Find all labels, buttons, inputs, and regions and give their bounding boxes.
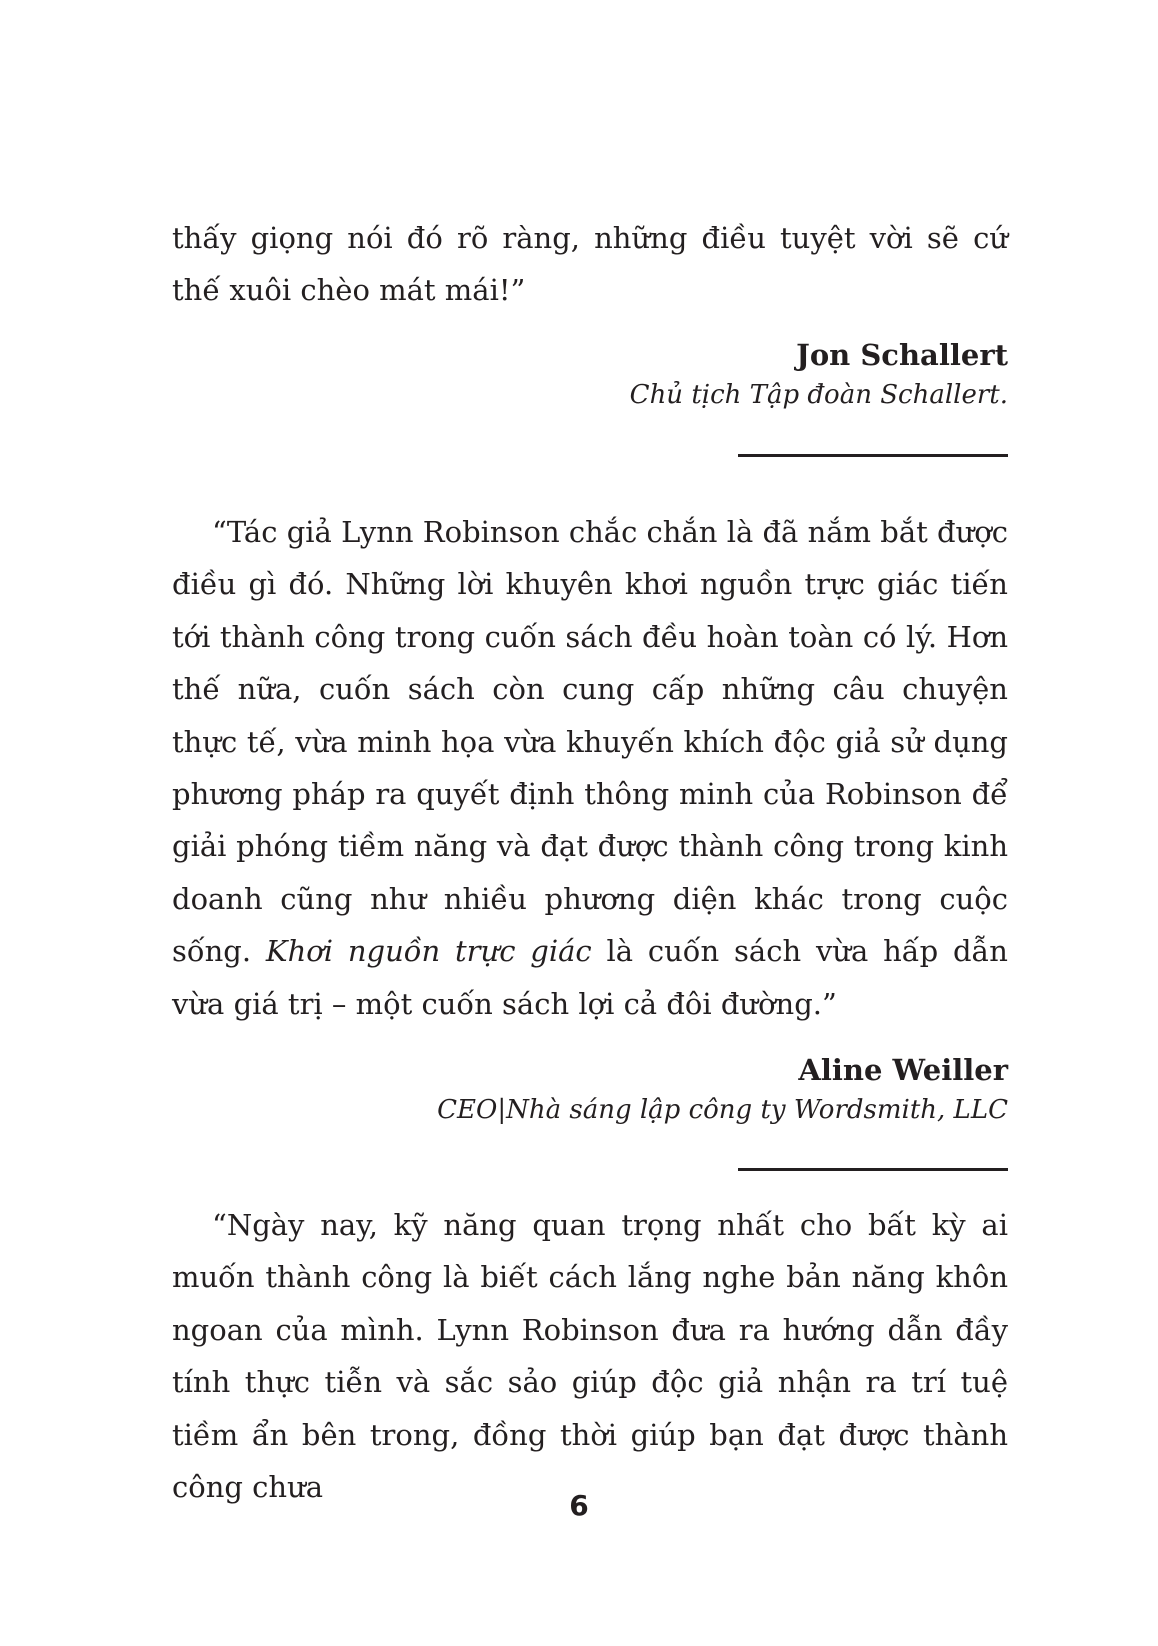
page-number: 6 [569,1489,589,1522]
quote-aline-weiller [172,506,1008,1130]
book-title: Khơi nguồn trực giác [265,934,592,969]
quote-text: thấy giọng nói đó rõ ràng, những điều tuyệt vời sẽ cứ thế xuôi chèo mát mái!” [172,221,1008,308]
quote-jon-schallert [172,212,1008,415]
quote-author: Jon Schallert [796,337,1008,372]
quote-text [172,506,1008,1030]
quote-text: “Ngày nay, kỹ năng quan trọng nhất cho bất kỳ ai muốn thành công là biết cách lắng nghe bản năng khôn ngoan của mình. Lynn Robinson đưa ra hướng dẫn đầy tính thực tiễn và sắc sảo giúp độc giả nhận ra trí tuệ tiềm ẩn bên trong, đồng thời giúp bạn đạt được thành công chưa [172,1208,1008,1505]
quote-text-part: là cuốn sách vừa hấp dẫn vừa giá trị – một cuốn sách lợi cả đôi đường.” [172,934,1008,1021]
section-divider [738,454,1008,457]
quote-author-role: CEO|Nhà sáng lập công ty Wordsmith, LLC [437,1095,1008,1126]
quote-text-part: “Tác giả Lynn Robinson chắc chắn là đã nắm bắt được điều gì đó. Những lời khuyên khơi nguồn trực giác tiến tới thành công trong cuốn sách đều hoàn toàn có lý. Hơn thế nữa, cuốn sách còn cung cấp những câu chuyện thực tế, vừa minh họa vừa khuyến khích độc giả sử dụng phương pháp ra quyết định thông minh của Robinson để giải phóng tiềm năng và đạt được thành công trong kinh doanh cũng như nhiều phương diện khác trong cuộc sống. [172,515,1008,969]
quote-third [172,1199,1008,1513]
quote-author: Aline Weiller [798,1053,1008,1088]
quote-author-role: Chủ tịch Tập đoàn Schallert. [629,379,1008,410]
section-divider [738,1168,1008,1171]
